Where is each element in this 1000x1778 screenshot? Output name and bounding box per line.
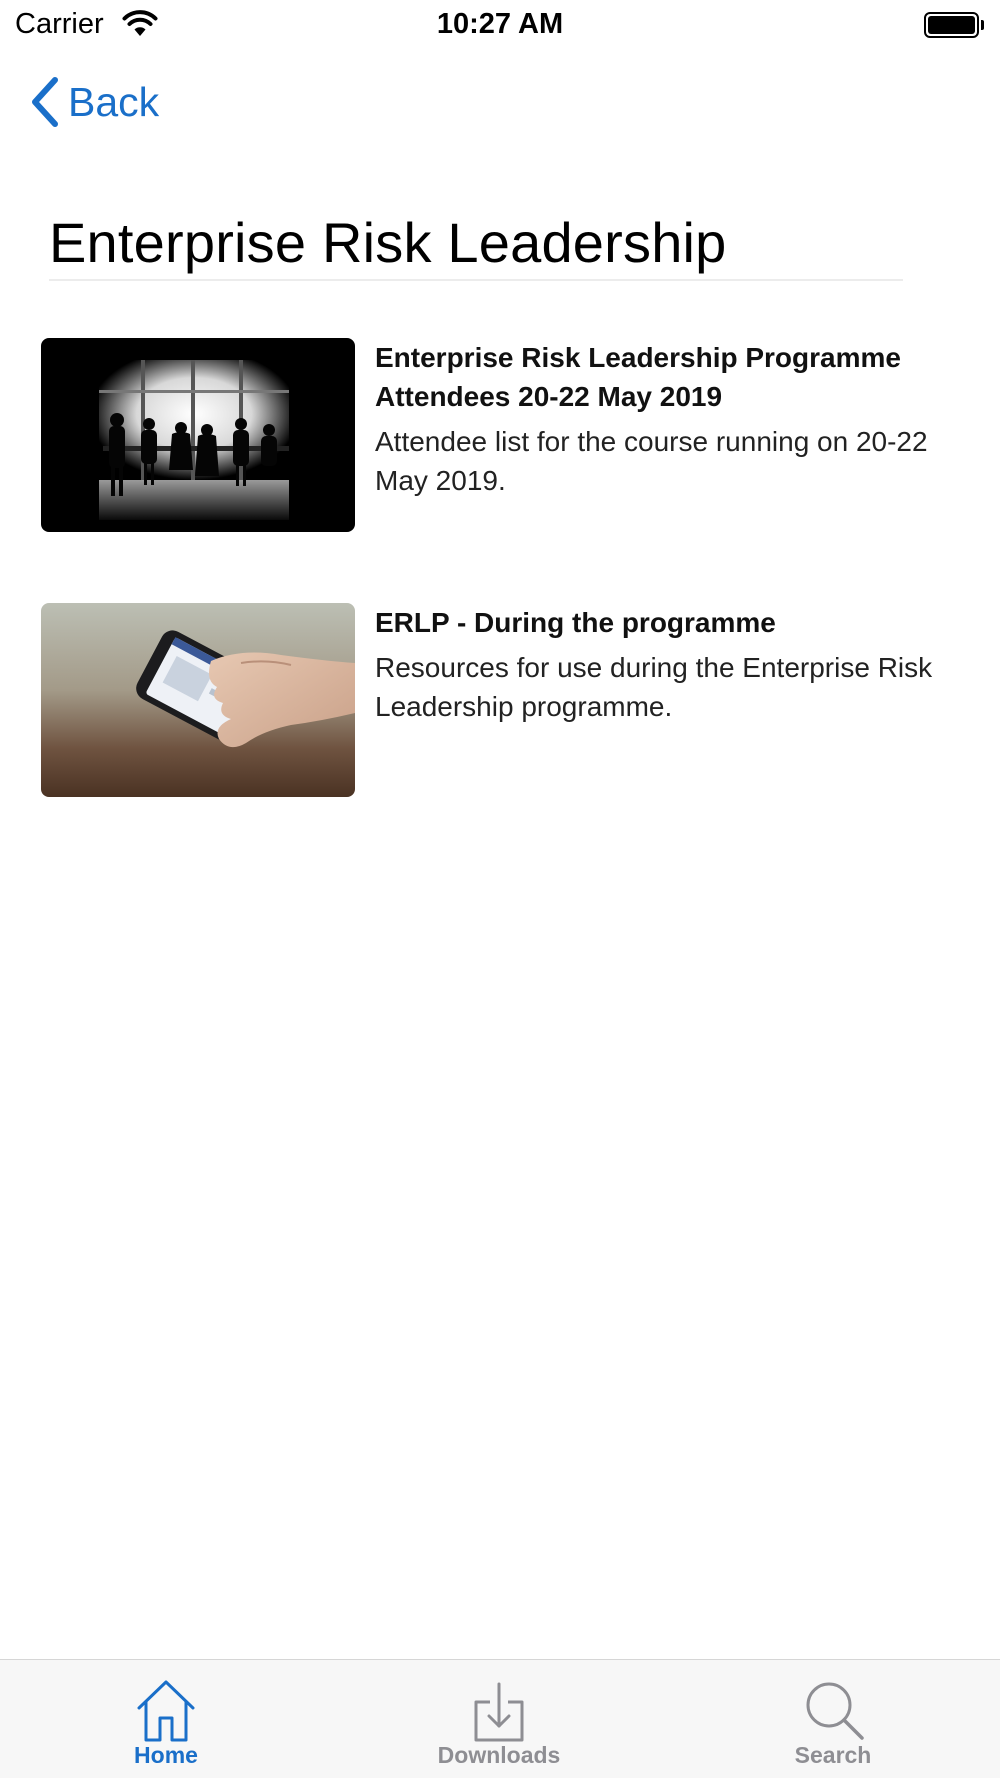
home-icon xyxy=(131,1674,201,1744)
tab-search[interactable] xyxy=(733,1660,933,1778)
tab-home[interactable] xyxy=(66,1660,266,1778)
hand-holding-phone-photo xyxy=(41,603,355,797)
tab-home-label: Home xyxy=(134,1742,198,1768)
carrier-label: Carrier xyxy=(15,8,104,40)
chevron-left-icon xyxy=(28,74,62,130)
list-item-title: ERLP - During the programme xyxy=(375,607,776,638)
list-item-description: Attendee list for the course running on 20-22 May 2019. xyxy=(375,426,928,496)
tab-downloads-label: Downloads xyxy=(437,1742,561,1768)
status-time: 10:27 AM xyxy=(436,8,564,40)
search-icon xyxy=(798,1674,868,1744)
office-silhouettes-photo xyxy=(41,338,355,532)
back-button[interactable] xyxy=(28,74,159,130)
list-item[interactable] xyxy=(41,338,981,532)
tab-downloads[interactable] xyxy=(399,1660,599,1778)
list-item[interactable] xyxy=(41,603,981,797)
battery-icon xyxy=(924,12,984,38)
list-item-description: Resources for use during the Enterprise Risk Leadership programme. xyxy=(375,652,933,722)
download-icon xyxy=(464,1674,534,1744)
tab-bar xyxy=(0,1659,1000,1778)
back-label: Back xyxy=(68,78,160,125)
list-item-title: Enterprise Risk Leadership Programme Attendees 20-22 May 2019 xyxy=(375,342,901,412)
title-divider xyxy=(49,279,903,281)
status-bar xyxy=(0,0,1000,50)
page-title: Enterprise Risk Leadership xyxy=(49,211,727,274)
tab-search-label: Search xyxy=(794,1742,872,1768)
